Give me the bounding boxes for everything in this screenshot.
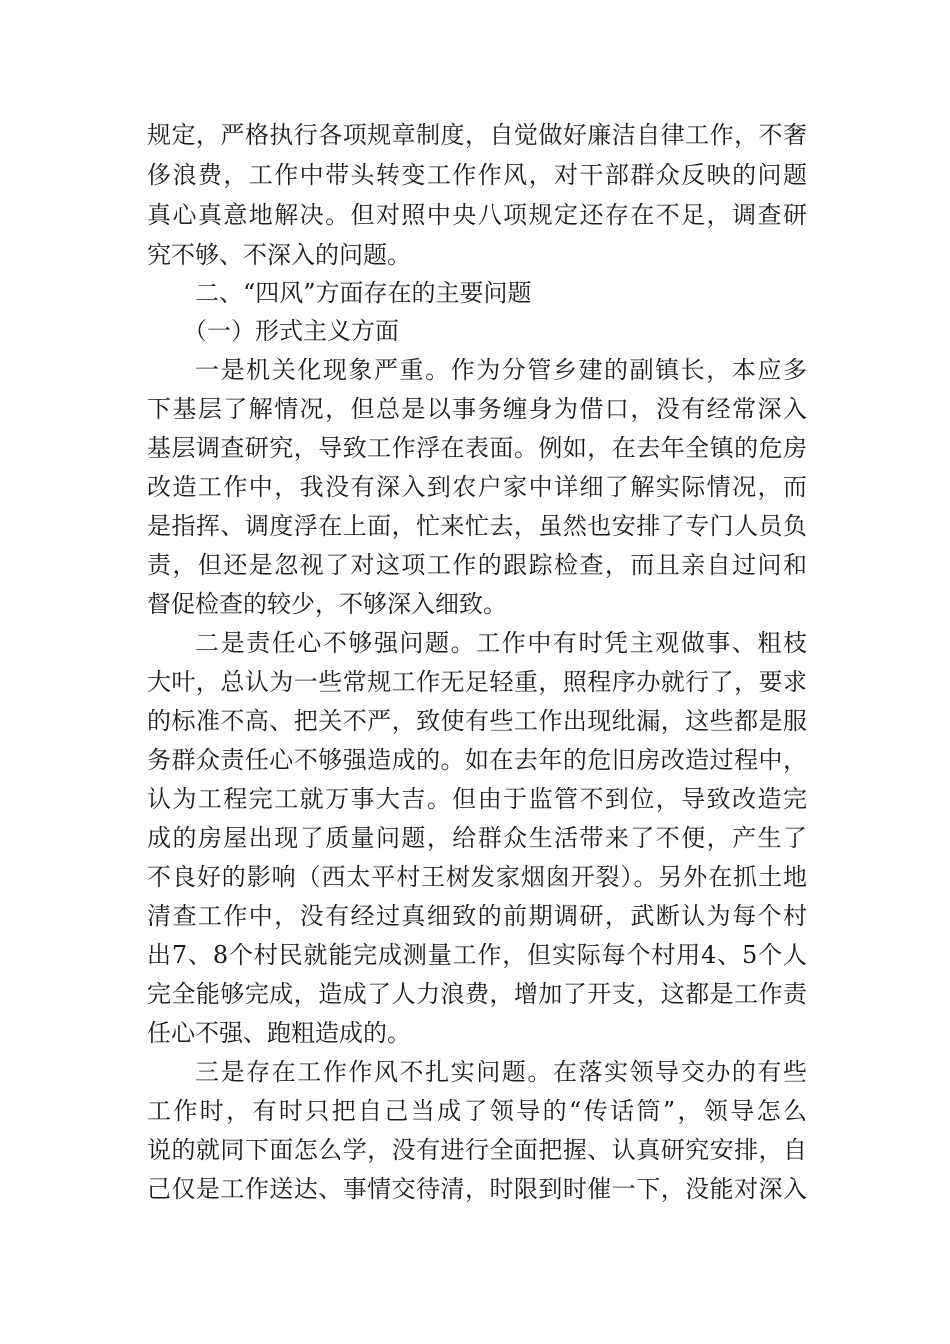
section-heading: 二、“四风”方面存在的主要问题 <box>195 279 532 307</box>
text-line-2: 侈浪费，工作中带头转变工作作风，对干部群众反映的问题 <box>147 161 807 189</box>
text-line-8: 下基层了解情况，但总是以事务缠身为借口，没有经常深入 <box>147 395 807 423</box>
text-line-21: 清查工作中，没有经过真细致的前期调研，武断认为每个村 <box>147 902 807 930</box>
text-line-23: 完全能够完成，造成了人力浪费，增加了开支，这都是工作责 <box>147 980 807 1008</box>
text-line-4: 究不够、不深入的问题。 <box>147 241 411 269</box>
text-line-22: 出7、8个村民就能完成测量工作，但实际每个村用4、5个人 <box>147 941 807 969</box>
text-line-27: 说的就同下面怎么学，没有进行全面把握、认真研究安排，自 <box>147 1136 807 1164</box>
text-line-14: 二是责任心不够强问题。工作中有时凭主观做事、粗枝 <box>195 629 807 657</box>
text-line-26: 工作时，有时只把自己当成了领导的“传话筒”，领导怎么 <box>147 1097 807 1125</box>
text-line-15: 大叶，总认为一些常规工作无足轻重，照程序办就行了，要求 <box>147 668 807 696</box>
text-line-25: 三是存在工作作风不扎实问题。在落实领导交办的有些 <box>195 1058 807 1086</box>
text-line-13: 督促检查的较少，不够深入细致。 <box>147 590 507 618</box>
text-line-16: 的标准不高、把关不严，致使有些工作出现纰漏，这些都是服 <box>147 707 807 735</box>
text-line-7: 一是机关化现象严重。作为分管乡建的副镇长，本应多 <box>195 356 807 384</box>
text-line-11: 是指挥、调度浮在上面，忙来忙去，虽然也安排了专门人员负 <box>147 512 807 540</box>
text-line-24: 任心不强、跑粗造成的。 <box>147 1019 411 1047</box>
text-line-20: 不良好的影响（西太平村王树发家烟囱开裂）。另外在抓土地 <box>147 863 807 891</box>
text-line-3: 真心真意地解决。但对照中央八项规定还存在不足，调查研 <box>147 201 807 229</box>
text-line-1: 规定，严格执行各项规章制度，自觉做好廉洁自律工作，不奢 <box>147 121 807 149</box>
text-line-12: 责，但还是忽视了对这项工作的跟踪检查，而且亲自过问和 <box>147 551 807 579</box>
text-line-28: 己仅是工作送达、事情交待清，时限到时催一下，没能对深入 <box>147 1175 807 1203</box>
text-line-17: 务群众责任心不够强造成的。如在去年的危旧房改造过程中， <box>147 746 807 774</box>
text-line-19: 成的房屋出现了质量问题，给群众生活带来了不便，产生了 <box>147 824 807 852</box>
text-line-9: 基层调查研究，导致工作浮在表面。例如，在去年全镇的危房 <box>147 434 807 462</box>
subsection-heading: （一）形式主义方面 <box>183 317 399 345</box>
text-line-18: 认为工程完工就万事大吉。但由于监管不到位，导致改造完 <box>147 785 807 813</box>
text-line-10: 改造工作中，我没有深入到农户家中详细了解实际情况，而 <box>147 473 807 501</box>
